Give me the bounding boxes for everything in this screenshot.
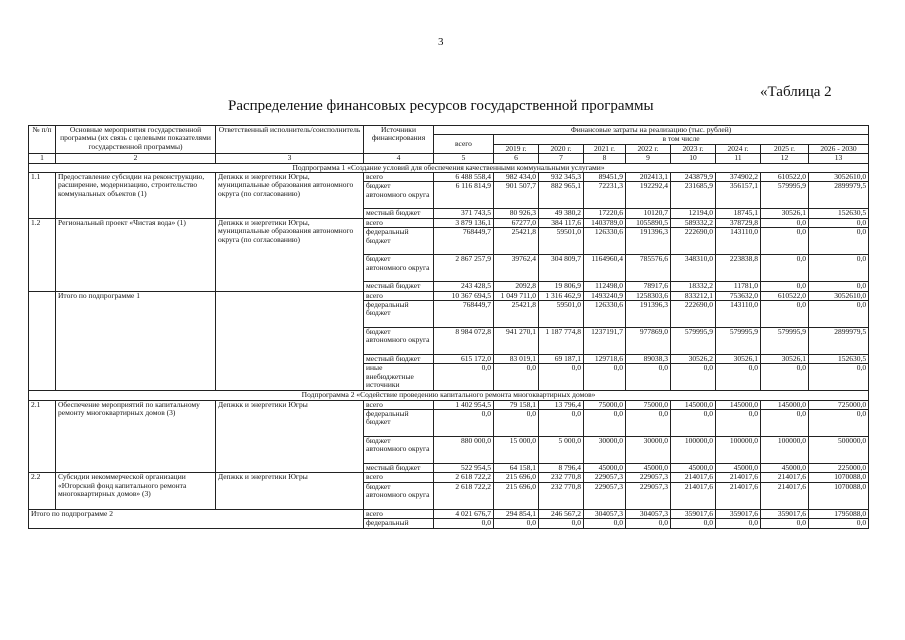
- value-cell: 0,0: [671, 519, 716, 528]
- value-cell: 589332,2: [671, 218, 716, 227]
- column-number: 6: [494, 154, 539, 163]
- source-cell: федеральный бюджет: [364, 300, 434, 327]
- value-cell: 1164960,4: [584, 255, 626, 282]
- value-cell: 223838,8: [716, 255, 761, 282]
- value-cell: 191396,3: [626, 300, 671, 327]
- total-label: Итого по подпрограмме 1: [56, 291, 216, 391]
- source-cell: местный бюджет: [364, 354, 434, 363]
- value-cell: 129718,6: [584, 354, 626, 363]
- source-cell: федеральный бюджет: [364, 410, 434, 437]
- value-cell: 215 696,0: [494, 473, 539, 482]
- column-number: 4: [364, 154, 434, 163]
- column-number: 1: [29, 154, 56, 163]
- subprogram-title: Подпрограмма 2 «Содействие проведению капитального ремонта многоквартирных домов»: [29, 391, 869, 400]
- column-number: 9: [626, 154, 671, 163]
- table-row: [29, 400, 869, 409]
- row-number: [29, 291, 56, 391]
- value-cell: 100000,0: [716, 437, 761, 464]
- row-number: 1.2: [29, 218, 56, 291]
- value-cell: 75000,0: [626, 400, 671, 409]
- value-cell: 83 019,1: [494, 354, 539, 363]
- value-cell: 152630,5: [809, 354, 869, 363]
- value-cell: 229057,3: [626, 482, 671, 509]
- value-cell: 1 049 711,0: [494, 291, 539, 300]
- column-number: 13: [809, 154, 869, 163]
- value-cell: 359017,6: [671, 509, 716, 518]
- value-cell: 2 618 722,2: [434, 473, 494, 482]
- value-cell: 0,0: [761, 519, 809, 528]
- value-cell: 18745,1: [716, 209, 761, 218]
- value-cell: 59501,0: [539, 228, 584, 255]
- value-cell: 214017,6: [716, 482, 761, 509]
- value-cell: 0,0: [809, 300, 869, 327]
- value-cell: 80 926,3: [494, 209, 539, 218]
- value-cell: 100000,0: [671, 437, 716, 464]
- value-cell: 229057,3: [584, 482, 626, 509]
- subprogram-row: [29, 163, 869, 172]
- value-cell: 215 696,0: [494, 482, 539, 509]
- value-cell: 30526,1: [761, 354, 809, 363]
- value-cell: 10 367 694,5: [434, 291, 494, 300]
- value-cell: 6 116 814,9: [434, 182, 494, 209]
- header-year: 2023 г.: [671, 144, 716, 153]
- value-cell: 67277,0: [494, 218, 539, 227]
- value-cell: 8 984 072,8: [434, 327, 494, 354]
- subprogram-row: [29, 391, 869, 400]
- value-cell: 89451,9: [584, 172, 626, 181]
- source-cell: бюджет автономного округа: [364, 327, 434, 354]
- value-cell: 17220,6: [584, 209, 626, 218]
- source-cell: местный бюджет: [364, 209, 434, 218]
- page-number: 3: [438, 36, 444, 48]
- source-cell: всего: [364, 218, 434, 227]
- column-number: 8: [584, 154, 626, 163]
- header-year: 2021 г.: [584, 144, 626, 153]
- value-cell: 1237191,7: [584, 327, 626, 354]
- value-cell: 880 000,0: [434, 437, 494, 464]
- value-cell: 39762,4: [494, 255, 539, 282]
- row-number: 2.1: [29, 400, 56, 473]
- value-cell: 2899979,5: [809, 182, 869, 209]
- value-cell: 0,0: [626, 364, 671, 391]
- value-cell: 1055890,5: [626, 218, 671, 227]
- value-cell: 371 743,5: [434, 209, 494, 218]
- value-cell: 30000,0: [626, 437, 671, 464]
- table-row: [29, 218, 869, 227]
- value-cell: 359017,6: [761, 509, 809, 518]
- column-numbers-row: [29, 154, 869, 163]
- responsible-cell: Депжкк и энергетики Югры, муниципальные образования автономного округа (по согласованию): [216, 172, 364, 218]
- responsible-cell: Депжкк и энергетики Югры: [216, 473, 364, 509]
- value-cell: 0,0: [809, 218, 869, 227]
- header-responsible: Ответственный исполнитель/соисполнитель: [216, 126, 364, 154]
- value-cell: 72231,3: [584, 182, 626, 209]
- header-year: 2025 г.: [761, 144, 809, 153]
- finance-table: [28, 125, 869, 529]
- value-cell: 202413,1: [626, 172, 671, 181]
- value-cell: 0,0: [809, 228, 869, 255]
- value-cell: 3052610,0: [809, 172, 869, 181]
- value-cell: 610522,0: [761, 291, 809, 300]
- value-cell: 304057,3: [626, 509, 671, 518]
- value-cell: 785576,6: [626, 255, 671, 282]
- value-cell: 0,0: [539, 410, 584, 437]
- value-cell: 243879,9: [671, 172, 716, 181]
- header-total: всего: [434, 135, 494, 154]
- value-cell: 768449,7: [434, 228, 494, 255]
- value-cell: 0,0: [809, 364, 869, 391]
- value-cell: 0,0: [761, 410, 809, 437]
- value-cell: 0,0: [716, 364, 761, 391]
- value-cell: 3 879 136,1: [434, 218, 494, 227]
- value-cell: 246 567,2: [539, 509, 584, 518]
- column-number: 5: [434, 154, 494, 163]
- source-cell: местный бюджет: [364, 464, 434, 473]
- value-cell: 222690,0: [671, 228, 716, 255]
- value-cell: 901 507,7: [494, 182, 539, 209]
- column-number: 10: [671, 154, 716, 163]
- value-cell: 214017,6: [671, 473, 716, 482]
- value-cell: 232 770,8: [539, 482, 584, 509]
- value-cell: 229057,3: [584, 473, 626, 482]
- value-cell: 977869,0: [626, 327, 671, 354]
- value-cell: 2899979,5: [809, 327, 869, 354]
- value-cell: 145000,0: [716, 400, 761, 409]
- value-cell: 126330,6: [584, 300, 626, 327]
- responsible-cell: Депжкк и энергетики Югры: [216, 400, 364, 473]
- value-cell: 0,0: [494, 364, 539, 391]
- value-cell: 45000,0: [626, 464, 671, 473]
- value-cell: 615 172,0: [434, 354, 494, 363]
- header-row: [29, 126, 869, 135]
- value-cell: 0,0: [584, 519, 626, 528]
- value-cell: 0,0: [671, 410, 716, 437]
- value-cell: 1 402 954,5: [434, 400, 494, 409]
- value-cell: 79 158,1: [494, 400, 539, 409]
- value-cell: 359017,6: [716, 509, 761, 518]
- value-cell: 214017,6: [671, 482, 716, 509]
- column-number: 2: [56, 154, 216, 163]
- responsible-cell: Депжкк и энергетики Югры, муниципальные образования автономного округа (по согласованию): [216, 218, 364, 291]
- value-cell: 25421,8: [494, 300, 539, 327]
- header-year: 2022 г.: [626, 144, 671, 153]
- value-cell: 725000,0: [809, 400, 869, 409]
- measure-cell: Региональный проект «Чистая вода» (1): [56, 218, 216, 291]
- value-cell: 941 270,1: [494, 327, 539, 354]
- value-cell: 49 380,2: [539, 209, 584, 218]
- source-cell: всего: [364, 400, 434, 409]
- table-body: [29, 126, 869, 529]
- value-cell: 356157,1: [716, 182, 761, 209]
- source-cell: бюджет автономного округа: [364, 255, 434, 282]
- value-cell: 579995,9: [671, 327, 716, 354]
- measure-cell: Обеспечение мероприятий по капитальному ремонту многоквартирных домов (3): [56, 400, 216, 473]
- value-cell: 112498,0: [584, 282, 626, 291]
- value-cell: 0,0: [671, 364, 716, 391]
- value-cell: 45000,0: [671, 464, 716, 473]
- value-cell: 222690,0: [671, 300, 716, 327]
- row-number: 1.1: [29, 172, 56, 218]
- value-cell: 8 796,4: [539, 464, 584, 473]
- value-cell: 0,0: [761, 228, 809, 255]
- value-cell: 0,0: [716, 410, 761, 437]
- value-cell: 882 965,1: [539, 182, 584, 209]
- header-sources: Источники финансирования: [364, 126, 434, 154]
- value-cell: 10120,7: [626, 209, 671, 218]
- value-cell: 4 021 676,7: [434, 509, 494, 518]
- value-cell: 304057,3: [584, 509, 626, 518]
- value-cell: 45000,0: [761, 464, 809, 473]
- source-cell: всего: [364, 473, 434, 482]
- value-cell: 0,0: [539, 364, 584, 391]
- value-cell: 348310,0: [671, 255, 716, 282]
- value-cell: 19 806,9: [539, 282, 584, 291]
- value-cell: 0,0: [434, 410, 494, 437]
- value-cell: 0,0: [809, 519, 869, 528]
- header-including: в том числе: [494, 135, 869, 144]
- source-cell: всего: [364, 509, 434, 518]
- value-cell: 214017,6: [761, 473, 809, 482]
- value-cell: 0,0: [494, 519, 539, 528]
- value-cell: 143110,0: [716, 300, 761, 327]
- table-row: [29, 509, 869, 518]
- value-cell: 59501,0: [539, 300, 584, 327]
- value-cell: 12194,0: [671, 209, 716, 218]
- value-cell: 932 345,3: [539, 172, 584, 181]
- value-cell: 0,0: [716, 519, 761, 528]
- value-cell: 6 488 558,4: [434, 172, 494, 181]
- header-year: 2026 - 2030: [809, 144, 869, 153]
- value-cell: 0,0: [761, 218, 809, 227]
- value-cell: 1795088,0: [809, 509, 869, 518]
- value-cell: 522 954,5: [434, 464, 494, 473]
- value-cell: 192292,4: [626, 182, 671, 209]
- value-cell: 0,0: [626, 410, 671, 437]
- value-cell: 0,0: [434, 364, 494, 391]
- value-cell: 294 854,1: [494, 509, 539, 518]
- total-label: Итого по подпрограмме 2: [29, 509, 364, 528]
- value-cell: 768449,7: [434, 300, 494, 327]
- value-cell: 191396,3: [626, 228, 671, 255]
- value-cell: 0,0: [584, 410, 626, 437]
- value-cell: 75000,0: [584, 400, 626, 409]
- value-cell: 214017,6: [716, 473, 761, 482]
- value-cell: 610522,0: [761, 172, 809, 181]
- source-cell: федеральный: [364, 519, 434, 528]
- value-cell: 0,0: [761, 364, 809, 391]
- value-cell: 2 867 257,9: [434, 255, 494, 282]
- column-number: 3: [216, 154, 364, 163]
- value-cell: 13 796,4: [539, 400, 584, 409]
- value-cell: 143110,0: [716, 228, 761, 255]
- value-cell: 2 618 722,2: [434, 482, 494, 509]
- value-cell: 25421,8: [494, 228, 539, 255]
- header-year: 2019 г.: [494, 144, 539, 153]
- value-cell: 152630,5: [809, 209, 869, 218]
- value-cell: 11781,0: [716, 282, 761, 291]
- column-number: 11: [716, 154, 761, 163]
- header-year: 2020 г.: [539, 144, 584, 153]
- value-cell: 0,0: [626, 519, 671, 528]
- table-tag: «Таблица 2: [760, 84, 832, 100]
- value-cell: 1070088,0: [809, 482, 869, 509]
- value-cell: 18332,2: [671, 282, 716, 291]
- source-cell: бюджет автономного округа: [364, 437, 434, 464]
- value-cell: 45000,0: [716, 464, 761, 473]
- value-cell: 5 000,0: [539, 437, 584, 464]
- source-cell: федеральный бюджет: [364, 228, 434, 255]
- value-cell: 30526,1: [716, 354, 761, 363]
- value-cell: 304 809,7: [539, 255, 584, 282]
- header-no: № п/п: [29, 126, 56, 154]
- source-cell: иные внебюджетные источники: [364, 364, 434, 391]
- value-cell: 100000,0: [761, 437, 809, 464]
- value-cell: 145000,0: [761, 400, 809, 409]
- measure-cell: Субсидии некоммерческой организации «Югорский фонд капитального ремонта многоквартирных домов» (3): [56, 473, 216, 509]
- value-cell: 378729,8: [716, 218, 761, 227]
- table-row: [29, 172, 869, 181]
- value-cell: 384 117,6: [539, 218, 584, 227]
- value-cell: 1 187 774,8: [539, 327, 584, 354]
- value-cell: 374902,2: [716, 172, 761, 181]
- source-cell: местный бюджет: [364, 282, 434, 291]
- value-cell: 0,0: [761, 255, 809, 282]
- value-cell: 1493240,9: [584, 291, 626, 300]
- value-cell: 1070088,0: [809, 473, 869, 482]
- value-cell: 0,0: [809, 255, 869, 282]
- value-cell: 45000,0: [584, 464, 626, 473]
- value-cell: 89038,3: [626, 354, 671, 363]
- value-cell: 229057,3: [626, 473, 671, 482]
- value-cell: 0,0: [809, 410, 869, 437]
- source-cell: всего: [364, 172, 434, 181]
- value-cell: 78917,6: [626, 282, 671, 291]
- source-cell: бюджет автономного округа: [364, 182, 434, 209]
- value-cell: 145000,0: [671, 400, 716, 409]
- value-cell: 0,0: [584, 364, 626, 391]
- value-cell: 579995,9: [761, 182, 809, 209]
- value-cell: 243 428,5: [434, 282, 494, 291]
- value-cell: 579995,9: [761, 327, 809, 354]
- page-title: Распределение финансовых ресурсов государственной программы: [228, 98, 654, 114]
- value-cell: 982 434,0: [494, 172, 539, 181]
- row-number: 2.2: [29, 473, 56, 509]
- value-cell: 0,0: [761, 282, 809, 291]
- table-row: [29, 291, 869, 300]
- value-cell: 214017,6: [761, 482, 809, 509]
- value-cell: 0,0: [539, 519, 584, 528]
- value-cell: 69 187,1: [539, 354, 584, 363]
- value-cell: 30526,1: [761, 209, 809, 218]
- source-cell: всего: [364, 291, 434, 300]
- subprogram-title: Подпрограмма 1 «Создание условий для обеспечения качественными коммунальными услугами»: [29, 163, 869, 172]
- value-cell: 0,0: [761, 300, 809, 327]
- value-cell: 500000,0: [809, 437, 869, 464]
- value-cell: 1403789,0: [584, 218, 626, 227]
- value-cell: 30526,2: [671, 354, 716, 363]
- value-cell: 1258303,6: [626, 291, 671, 300]
- value-cell: 0,0: [434, 519, 494, 528]
- value-cell: 30000,0: [584, 437, 626, 464]
- value-cell: 1 316 462,9: [539, 291, 584, 300]
- value-cell: 126330,6: [584, 228, 626, 255]
- value-cell: 753632,0: [716, 291, 761, 300]
- value-cell: 225000,0: [809, 464, 869, 473]
- value-cell: 0,0: [809, 282, 869, 291]
- table-row: [29, 473, 869, 482]
- header-measures: Основные мероприятия государственной программы (их связь с целевыми показателями государственной программы): [56, 126, 216, 154]
- value-cell: 231685,9: [671, 182, 716, 209]
- value-cell: 15 000,0: [494, 437, 539, 464]
- column-number: 12: [761, 154, 809, 163]
- value-cell: 3052610,0: [809, 291, 869, 300]
- responsible-cell: [216, 291, 364, 391]
- measure-cell: Предоставление субсидии на реконструкцию, расширение, модернизацию, строительство коммунальных объектов (1): [56, 172, 216, 218]
- header-year: 2024 г.: [716, 144, 761, 153]
- value-cell: 0,0: [494, 410, 539, 437]
- column-number: 7: [539, 154, 584, 163]
- source-cell: бюджет автономного округа: [364, 482, 434, 509]
- value-cell: 2092,8: [494, 282, 539, 291]
- value-cell: 579995,9: [716, 327, 761, 354]
- value-cell: 64 158,1: [494, 464, 539, 473]
- value-cell: 833212,1: [671, 291, 716, 300]
- header-costs: Финансовые затраты на реализацию (тыс. рублей): [434, 126, 869, 135]
- value-cell: 232 770,8: [539, 473, 584, 482]
